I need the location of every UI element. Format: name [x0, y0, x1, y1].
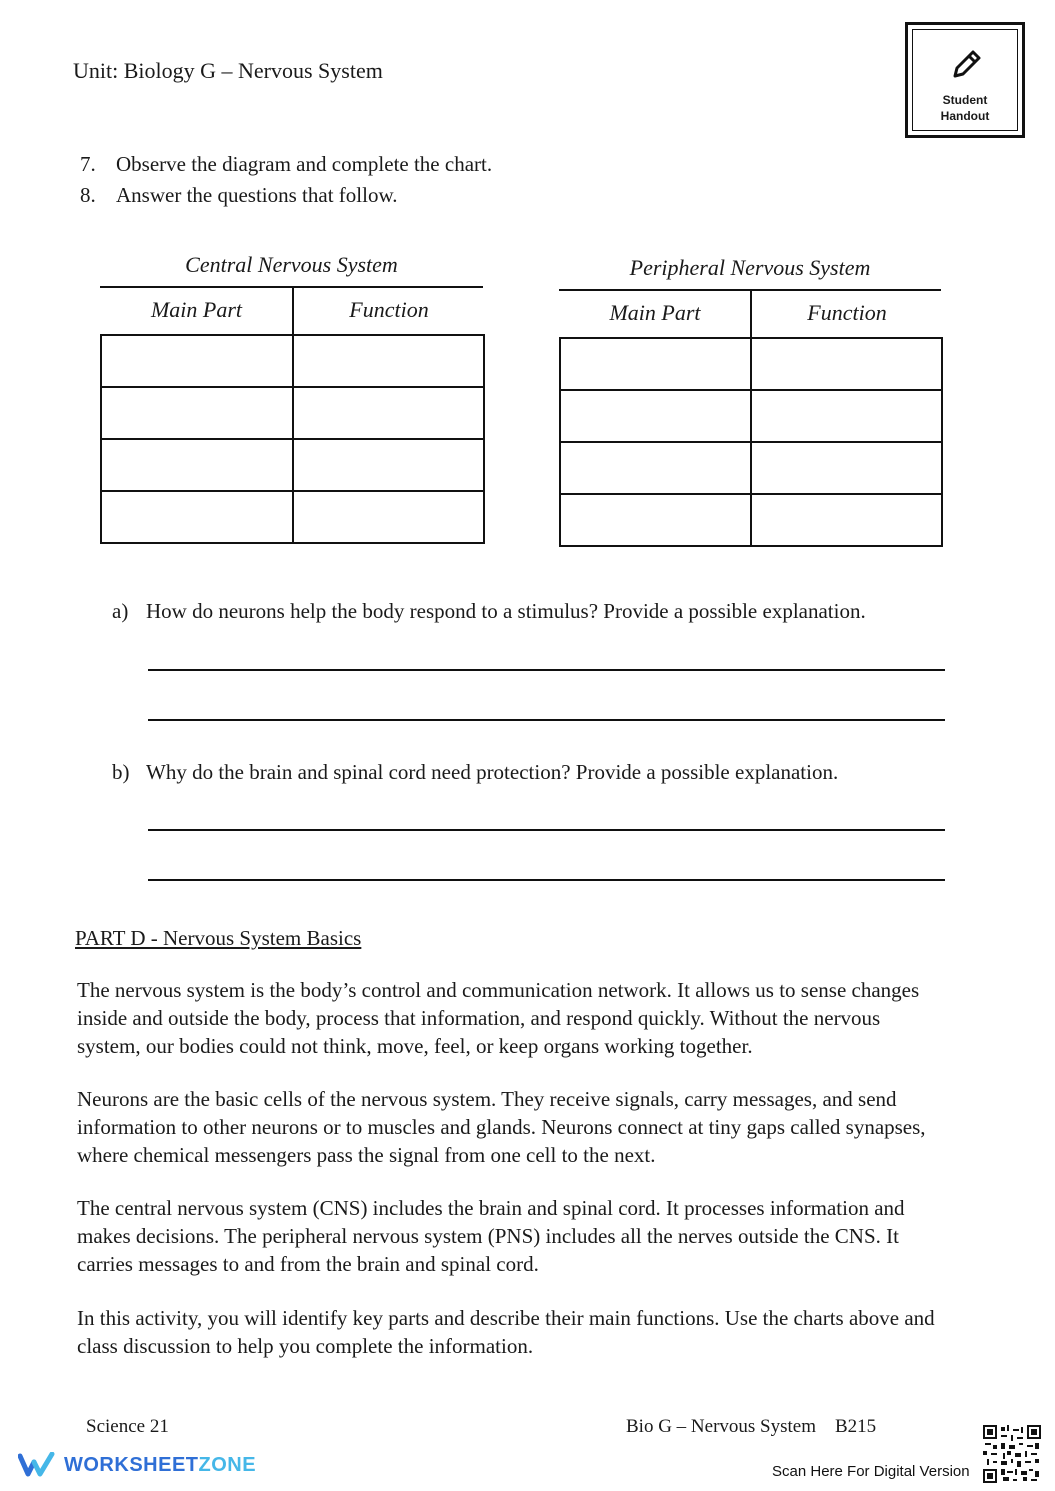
answer-cell[interactable]	[293, 491, 484, 543]
answer-cell[interactable]	[560, 494, 751, 546]
answer-cell[interactable]	[101, 387, 293, 439]
badge-line-2: Handout	[940, 109, 990, 123]
brand-name-part-2: ZONE	[198, 1453, 257, 1476]
paragraph: Neurons are the basic cells of the nervous system. They receive signals, carry messages, and send information to other neurons or to muscles and glands. Neurons connect at tiny gaps called synapses, where chemical messengers pass the signal from one cell to the next.	[77, 1087, 926, 1167]
scan-caption: Scan Here For Digital Version	[772, 1463, 970, 1480]
column-header-function: Function	[807, 300, 887, 325]
student-handout-badge	[905, 22, 1025, 138]
question-text: Why do the brain and spinal cord need protection? Provide a possible explanation.	[146, 760, 839, 784]
cns-caption: Central Nervous System	[185, 252, 398, 277]
table-row	[101, 439, 484, 491]
paragraph: The central nervous system (CNS) includes the brain and spinal cord. It processes information and makes decisions. The peripheral nervous system (PNS) includes all the nerves outside the CNS. It carries messages to and from the brain and spinal cord.	[77, 1196, 905, 1276]
brand-name-part-1: WORKSHEET	[64, 1453, 199, 1476]
badge-line-1: Student	[942, 93, 988, 107]
answer-cell[interactable]	[101, 491, 293, 543]
table-header-row	[101, 288, 484, 335]
question-b	[112, 760, 838, 785]
cns-table	[100, 288, 485, 544]
table-row	[560, 390, 942, 442]
table-row	[101, 335, 484, 387]
answer-cell[interactable]	[293, 335, 484, 387]
answer-cell[interactable]	[293, 439, 484, 491]
answer-line[interactable]	[148, 879, 945, 881]
unit-title: Unit: Biology G – Nervous System	[73, 58, 383, 83]
pns-chart	[559, 255, 941, 547]
footer-course: Science 21	[86, 1416, 169, 1437]
instruction-number: 7.	[80, 152, 96, 176]
question-a	[112, 599, 866, 624]
worksheetzone-logo[interactable]	[18, 1452, 256, 1478]
column-header-main-part: Main Part	[101, 288, 293, 335]
answer-cell[interactable]	[560, 390, 751, 442]
answer-cell[interactable]	[101, 439, 293, 491]
instruction-text: Answer the questions that follow.	[116, 183, 398, 207]
answer-cell[interactable]	[751, 390, 942, 442]
table-row	[560, 442, 942, 494]
table-row	[560, 338, 942, 390]
instruction-text: Observe the diagram and complete the chart.	[116, 152, 493, 176]
answer-cell[interactable]	[751, 338, 942, 390]
column-header-main-part: Main Part	[560, 291, 751, 338]
answer-cell[interactable]	[751, 442, 942, 494]
answer-line[interactable]	[148, 719, 945, 721]
part-d-heading: PART D - Nervous System Basics	[75, 926, 362, 950]
column-header-function: Function	[349, 297, 429, 322]
answer-cell[interactable]	[560, 442, 751, 494]
answer-cell[interactable]	[751, 494, 942, 546]
cns-chart	[100, 252, 483, 544]
question-text: How do neurons help the body respond to a stimulus? Provide a possible explanation.	[146, 599, 866, 623]
instruction-8	[80, 183, 398, 208]
table-row	[560, 494, 942, 546]
pns-caption: Peripheral Nervous System	[629, 255, 871, 280]
pns-table	[559, 291, 943, 547]
question-label: b)	[112, 760, 130, 784]
answer-line[interactable]	[148, 669, 945, 671]
table-row	[101, 491, 484, 543]
table-header-row	[560, 291, 942, 338]
paragraph: In this activity, you will identify key parts and describe their main functions. Use the charts above and class discussion to help you complete the information.	[77, 1306, 935, 1358]
answer-cell[interactable]	[293, 387, 484, 439]
qr-code-icon[interactable]	[983, 1425, 1041, 1483]
table-row	[101, 387, 484, 439]
question-label: a)	[112, 599, 129, 623]
paragraph: The nervous system is the body’s control and communication network. It allows us to sense changes inside and outside the body, process that information, and respond quickly. Without the nervous system, our bodies could not think, move, feel, or keep organs working together.	[77, 978, 920, 1058]
answer-line[interactable]	[148, 829, 945, 831]
instruction-7	[80, 152, 492, 177]
pencil-icon	[947, 44, 987, 84]
footer-page-ref: Bio G – Nervous System B215	[626, 1416, 877, 1437]
answer-cell[interactable]	[560, 338, 751, 390]
answer-cell[interactable]	[101, 335, 293, 387]
instruction-number: 8.	[80, 183, 96, 207]
worksheetzone-logo-icon	[18, 1452, 58, 1478]
